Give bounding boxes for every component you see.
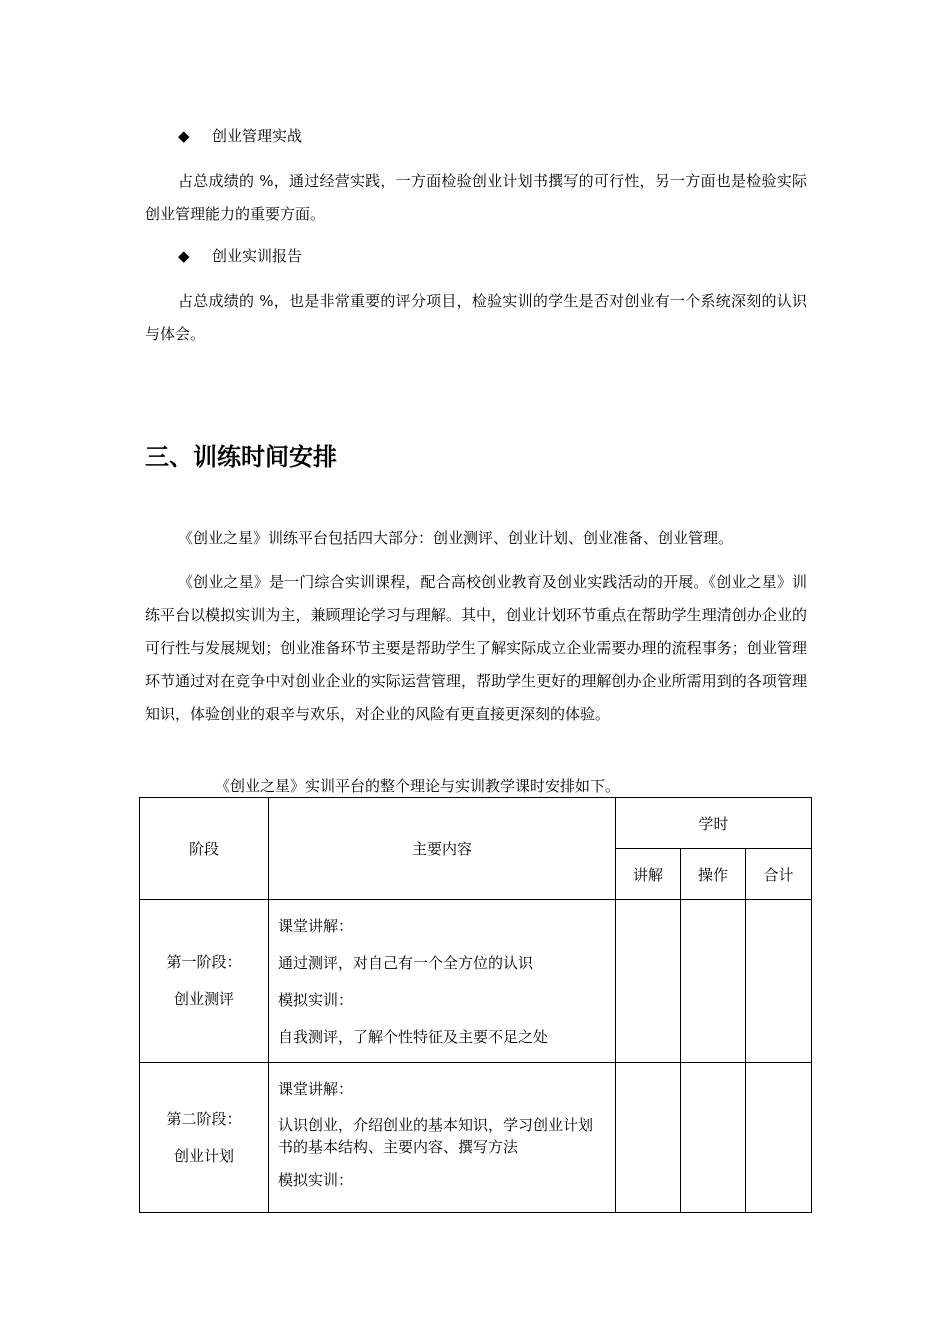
diamond-bullet-icon: ◆ — [178, 247, 190, 265]
content-line: 认识创业，介绍创业的基本知识，学习创业计划书的基本结构、主要内容、撰写方法 — [278, 1116, 594, 1156]
schedule-table — [139, 797, 812, 1213]
header-stage: 阶段 — [140, 798, 269, 900]
stage-cell — [140, 1063, 269, 1213]
header-content: 主要内容 — [269, 798, 616, 900]
table-row — [140, 900, 812, 1063]
intro-paragraph-2: 《创业之星》是一门综合实训课程，配合高校创业教育及创业实践活动的开展。《创业之星》训练平台以模拟实训为主，兼顾理论学习与理解。其中，创业计划环节重点在帮助学生理清创办企业的可行性与发展规划；创业准备环节主要是帮助学生了解实际成立企业需要办理的流程事务；创业管理环节通过对在竞争中对创业企业的实际运营管理，帮助学生更好的理解创办企业所需用到的各项管理知识，体验创业的艰辛与欢乐，对企业的风险有更直接更深刻的体验。 — [145, 573, 807, 723]
stage-number: 第一阶段： — [166, 953, 242, 971]
header-operation: 操作 — [681, 849, 746, 900]
header-lecture: 讲解 — [616, 849, 681, 900]
lecture-hours-cell — [616, 1063, 681, 1213]
lecture-hours-cell — [616, 900, 681, 1063]
bullet-title: 创业管理实战 — [212, 127, 303, 145]
content-line: 课堂讲解： — [278, 917, 354, 935]
content-line: 课堂讲解： — [278, 1080, 354, 1098]
paragraph-report: 占总成绩的 %，也是非常重要的评分项目，检验实训的学生是否对创业有一个系统深刻的认识与体会。 — [145, 292, 807, 343]
table-header-row — [140, 798, 812, 849]
section-heading: 三、训练时间安排 — [145, 443, 337, 471]
intro-paragraph-1: 《创业之星》训练平台包括四大部分：创业测评、创业计划、创业准备、创业管理。 — [178, 529, 734, 547]
bullet-item-management — [178, 126, 302, 146]
content-cell — [269, 900, 616, 1063]
content-line: 模拟实训： — [278, 1171, 354, 1189]
total-hours-cell — [746, 1063, 812, 1213]
header-hours: 学时 — [616, 798, 812, 849]
header-total: 合计 — [746, 849, 812, 900]
stage-number: 第二阶段： — [166, 1109, 242, 1128]
stage-title: 创业测评 — [173, 990, 234, 1008]
operation-hours-cell — [681, 900, 746, 1063]
bullet-title: 创业实训报告 — [212, 247, 303, 265]
content-line: 模拟实训： — [278, 991, 354, 1009]
content-line: 通过测评，对自己有一个全方位的认识 — [278, 954, 534, 972]
paragraph-management: 占总成绩的 %，通过经营实践，一方面检验创业计划书撰写的可行性，另一方面也是检验实际创业管理能力的重要方面。 — [145, 172, 807, 223]
content-cell — [269, 1063, 616, 1213]
content-line: 自我测评，了解个性特征及主要不足之处 — [278, 1028, 549, 1046]
table-row — [140, 1063, 812, 1213]
total-hours-cell — [746, 900, 812, 1063]
stage-cell — [140, 900, 269, 1063]
operation-hours-cell — [681, 1063, 746, 1213]
table-caption: 《创业之星》实训平台的整个理论与实训教学课时安排如下。 — [215, 777, 621, 795]
diamond-bullet-icon: ◆ — [178, 127, 190, 145]
stage-title: 创业计划 — [173, 1146, 234, 1165]
bullet-item-report — [178, 246, 302, 266]
